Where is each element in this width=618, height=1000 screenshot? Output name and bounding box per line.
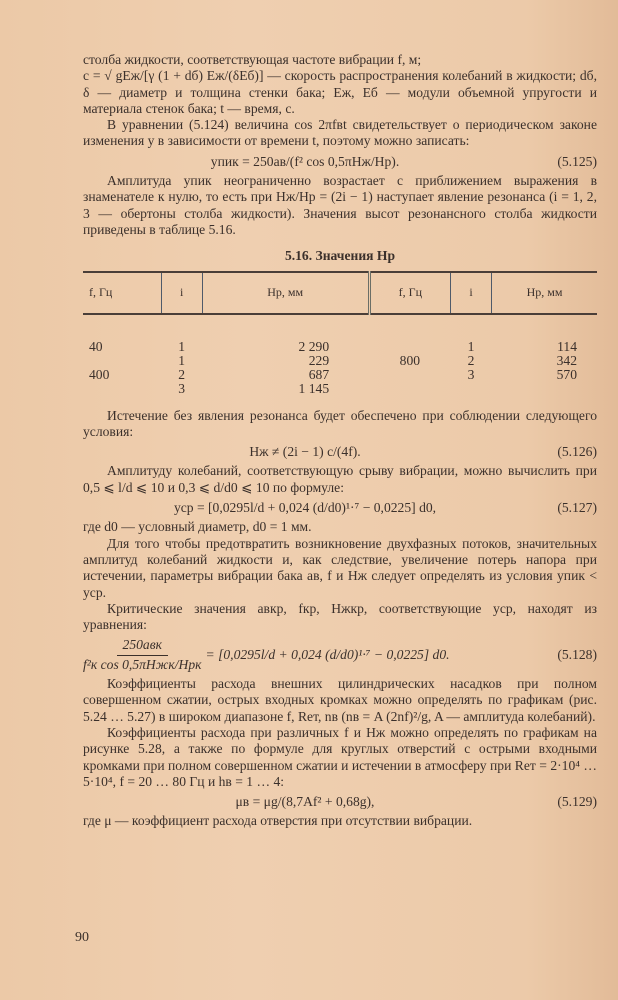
- cell: 1: [467, 338, 475, 354]
- paragraph-10: Коэффициенты расхода внешних цилиндрических насадков при полном совершенном сжатии, острых входных кромках можно определять по графикам (рис. 5.24 … 5.27) в широком диапазоне f, Reт, nв (nв = A (2nf)²/g, A — амплитуда колебаний).: [83, 676, 597, 724]
- equation-formula: yср = [0,0295l/d + 0,024 (d/d0)¹·⁷ − 0,0225] d0,: [173, 500, 437, 516]
- table-row: [83, 340, 597, 354]
- cell: [451, 382, 492, 396]
- paragraph-8: Для того чтобы предотвратить возникновение двухфазных потоков, значительных амплитуд колебаний жидкости и, как следствие, увеличение потерь напора при истечении, параметры вибрации бака aв, f и Hж следует определять из условия yпик < yср.: [83, 535, 597, 600]
- page-number: 90: [75, 930, 89, 945]
- cell: [492, 382, 597, 396]
- table-row: [83, 382, 597, 396]
- equation-5-127: [83, 500, 597, 516]
- equation-5-129: [83, 794, 597, 810]
- cell: 1: [178, 352, 186, 368]
- equation-formula: yпик = 250aв/(f² cos 0,5πHж/Hр).: [210, 153, 400, 169]
- paragraph-1: столба жидкости, соответствующая частоте вибрации f, м;: [83, 52, 422, 67]
- cell: 570: [556, 366, 577, 382]
- equation-5-128: [83, 637, 597, 673]
- equation-number: (5.127): [557, 500, 597, 516]
- equation-formula: μв = μg/(8,7Af² + 0,68g),: [235, 794, 375, 810]
- cell: [369, 382, 450, 396]
- header-cell: Hр, мм: [202, 272, 369, 314]
- cell: [83, 382, 161, 396]
- cell: 2: [467, 352, 475, 368]
- cell: 800: [399, 352, 421, 368]
- paragraph-3: В уравнении (5.124) величина cos 2πfвt свидетельствует о периодическом законе изменения y в зависимости от времени t, поэтому можно записать:: [83, 117, 597, 149]
- cell: 3: [178, 380, 186, 396]
- document-page: [83, 52, 597, 830]
- equation-number: (5.126): [557, 444, 597, 460]
- paragraph-6: Амплитуду колебаний, соответствующую срыву вибрации, можно вычислить при 0,5 ⩽ l/d ⩽ 10 и 0,3 ⩽ d/d0 ⩽ 10 по формуле:: [83, 463, 597, 495]
- header-cell: i: [451, 272, 492, 314]
- numerator: 250aвк: [117, 637, 168, 655]
- equation-5-126: [83, 444, 597, 460]
- fraction: [83, 637, 202, 673]
- cell: [369, 340, 450, 354]
- equation-number: (5.128): [557, 647, 597, 663]
- cell: 2 290: [298, 338, 330, 354]
- paragraph-12: где μ — коэффициент расхода отверстия при отсутствии вибрации.: [83, 813, 473, 829]
- paragraph-5: Истечение без явления резонанса будет обеспечено при соблюдении следующего условия:: [83, 407, 597, 439]
- header-cell: f, Гц: [89, 285, 113, 300]
- table-row: [83, 368, 597, 382]
- table-header-row: [83, 272, 597, 314]
- paragraph-7: где d0 — условный диаметр, d0 = 1 мм.: [83, 519, 312, 535]
- header-cell: i: [161, 272, 202, 314]
- header-cell: Hр, мм: [492, 272, 597, 314]
- table-row: [83, 354, 597, 368]
- cell: 687: [308, 366, 330, 382]
- paragraph-2: c = √ gEж/[γ (1 + dб) Eж/(δEб)] — скорость распространения колебаний в жидкости; dб, δ — диаметр и толщина стенки бака; Eж, Eб — модули объемной упругости и материала стенок бака; t — время, с.: [83, 68, 597, 116]
- cell: [83, 354, 161, 368]
- equation-number: (5.129): [557, 794, 597, 810]
- cell: 1 145: [298, 380, 330, 396]
- cell: 342: [556, 352, 577, 368]
- cell: [369, 368, 450, 382]
- cell: 114: [557, 338, 577, 354]
- paragraph-9: Критические значения aвкр, fкр, Hжкр, соответствующие yср, находят из уравнения:: [83, 600, 597, 633]
- equation-number: (5.125): [557, 153, 597, 169]
- table-title: 5.16. Значения Hр: [284, 248, 396, 264]
- equation-5-125: [83, 154, 597, 170]
- paragraph-11: Коэффициенты расхода при различных f и Hж можно определять по графикам на рисунке 5.28, а также по формуле для круглых отверстий с острыми входными кромками при полном совершенном сжатии и истечении в атмосферу при Reт = 2·10⁴ … 5·10⁴, f = 20 … 80 Гц и hв = 1 … 4:: [83, 724, 597, 789]
- cell: 400: [89, 366, 110, 382]
- cell: 40: [89, 338, 103, 354]
- paragraph-4: Амплитуда yпик неограниченно возрастает с приближением выражения в знаменателе к нулю, то есть при Hж/Hр = (2i − 1) наступает явление резонанса (i = 1, 2, 3 — обертоны столба жидкости). Значения высот резонансного столба жидкости приведены в таблице 5.16.: [83, 173, 597, 237]
- cell: 229: [308, 352, 330, 368]
- cell: 1: [178, 338, 186, 354]
- values-table: [83, 271, 597, 396]
- cell: 3: [467, 366, 475, 382]
- equation-rhs: = [0,0295l/d + 0,024 (d/d0)¹·⁷ − 0,0225] d0.: [205, 647, 450, 663]
- denominator: f²к cos 0,5πHжк/Hрк: [83, 656, 202, 672]
- header-cell: f, Гц: [369, 272, 450, 314]
- equation-formula: Hж ≠ (2i − 1) c/(4f).: [249, 444, 361, 460]
- cell: 2: [178, 366, 186, 382]
